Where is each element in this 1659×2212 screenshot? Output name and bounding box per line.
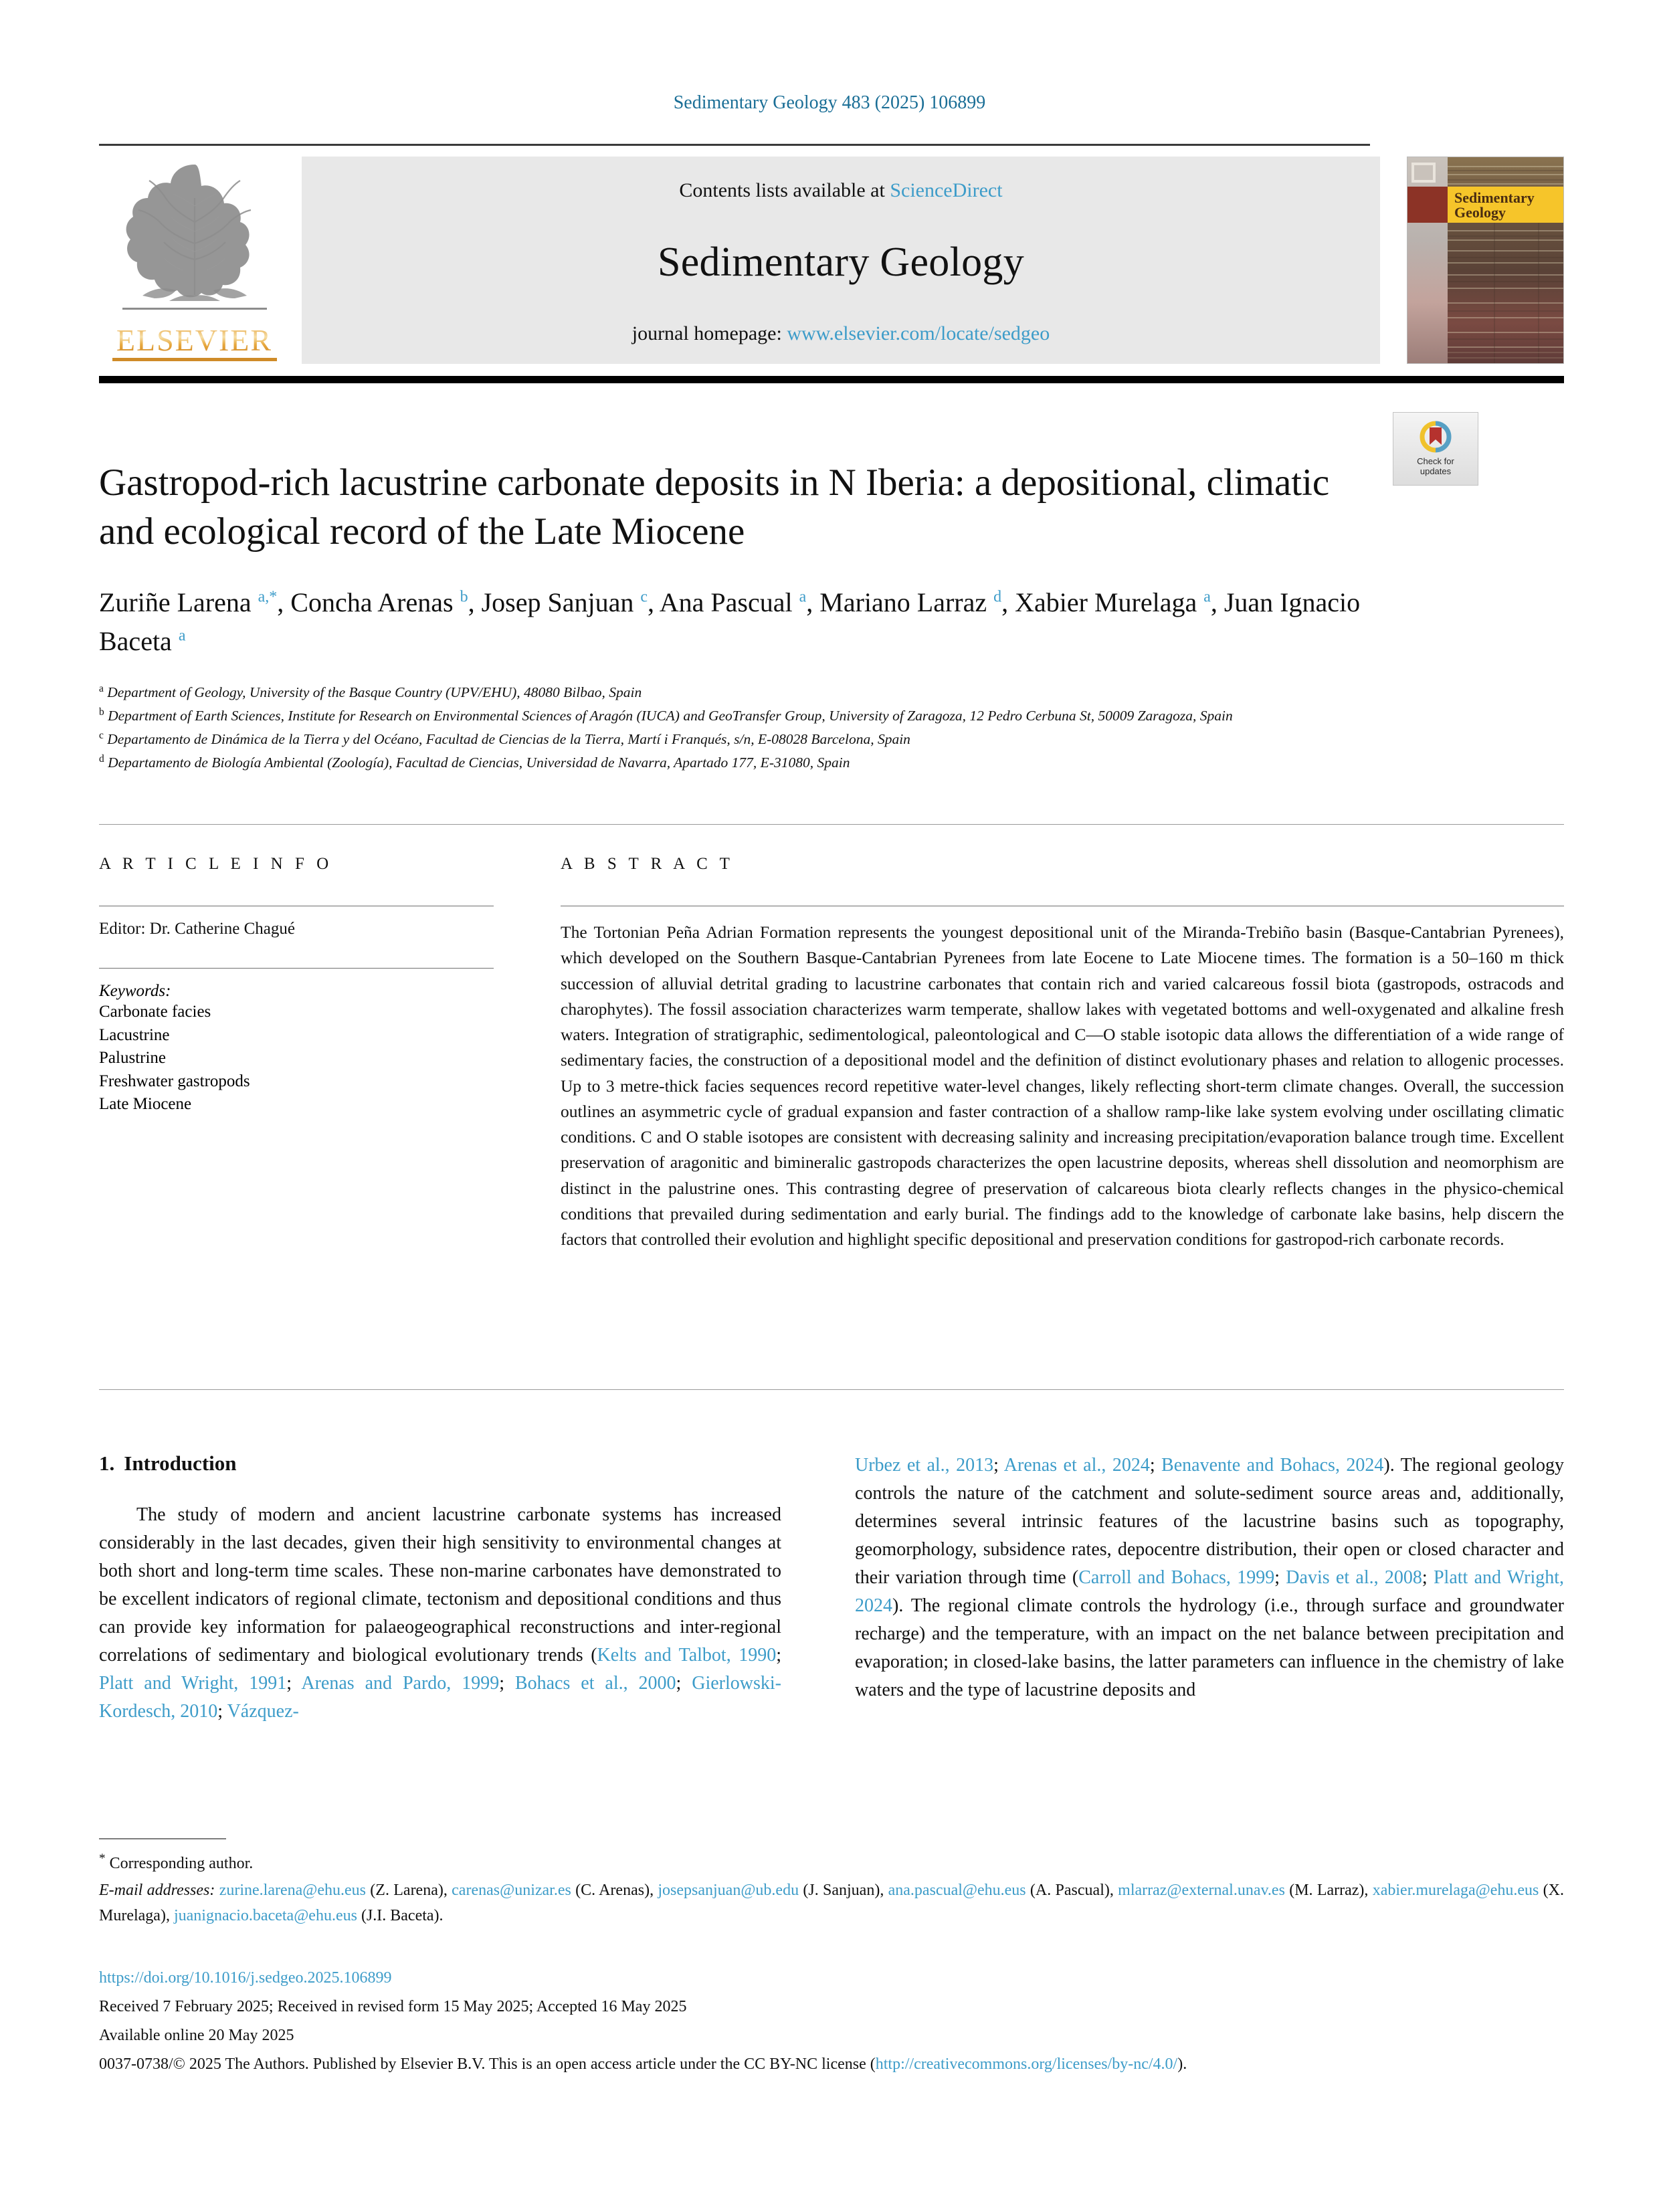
elsevier-tree-icon xyxy=(102,158,286,324)
journal-homepage-link[interactable]: www.elsevier.com/locate/sedgeo xyxy=(787,322,1050,344)
keyword-item: Palustrine xyxy=(99,1049,166,1067)
elsevier-wordmark: ELSEVIER xyxy=(116,323,273,358)
received-dates: Received 7 February 2025; Received in revised form 15 May 2025; Accepted 16 May 2025 xyxy=(99,1997,687,2015)
keyword-item: Late Miocene xyxy=(99,1095,192,1113)
email-addresses-block xyxy=(99,1878,1564,1928)
affiliation-a xyxy=(99,681,1490,704)
affiliation-marker-d: d xyxy=(99,753,104,765)
affiliation-c xyxy=(99,728,1490,751)
abstract-text: The Tortonian Peña Adrian Formation represents the youngest depositional unit of the Miranda-Trebiño basin (Basque-Cantabrian Pyrenees), which developed on the Southern Basque-Cantabrian Pyrenees from late Eocene to Late Miocene times. The formation is a 50–160 m thick succession of alluvial detrital grading to lacustrine carbonates that contain rich and varied calcareous fossil biota (gastropods, ostracods and charophytes). The fossil association characterizes warm temperate, shallow lakes with vegetated bottoms and well-oxygenated and alkaline fresh waters. Integration of stratigraphic, sedimentological, paleontological and C—O stable isotopic data allows the differentiation of a wide range of sedimentary facies, the construction of a depositional model and the definition of distinct evolutionary phases and relation to allogenic processes. Up to 3 metre-thick facies sequences record repetitive water-level changes, likely reflecting short-term climate changes. Overall, the succession outlines an asymmetric cycle of gradual expansion and faster contraction of a shallow ramp-like lake system evolving under oscillating climatic conditions. C and O stable isotopes are consistent with decreasing salinity and increasing precipitation/evaporation balance trough time. Excellent preservation of aragonitic and bimineralic gastropods characterizes the open lacustrine deposits, whereas shell dissolution and neomorphism are distinct in the palustrine ones. This contrasting degree of preservation of calcareous biota clearly reflects changes in the physico-chemical conditions that prevailed during sedimentation and early burial. The findings add to the knowledge of carbonate lake basins, help discern the factors that controlled their evolution and highlight specific depositional and preservation conditions for gastropod-rich carbonate records. xyxy=(561,922,1564,1249)
section-title: Introduction xyxy=(124,1451,237,1475)
available-online-date: Available online 20 May 2025 xyxy=(99,2026,294,2044)
affiliation-text-d: Departamento de Biología Ambiental (Zoología), Facultad de Ciencias, Universidad de Navarra, Apartado 177, E-31080, Spain xyxy=(108,755,850,771)
crossmark-line1: Check for xyxy=(1417,456,1454,467)
intro-paragraph-left: The study of modern and ancient lacustrine carbonate systems has increased considerably in the last decades, given their high sensitivity to environmental changes at both short and long-term time scales. These non-marine carbonates have demonstrated to be excellent indicators of regional climate, tectonism and depositional conditions and thus can provide key information for palaeogeographical reconstructions and inter-regional correlations of sedimentary and biological evolutionary trends (Kelts and Talbot, 1990; Platt and Wright, 1991; Arenas and Pardo, 1999; Bohacs et al., 2000; Gierlowski-Kordesch, 2010; Vázquez- xyxy=(99,1504,782,1722)
journal-cover-artwork xyxy=(1407,157,1564,364)
section-heading-introduction xyxy=(99,1451,781,1476)
journal-title: Sedimentary Geology xyxy=(657,239,1025,285)
crossmark-icon xyxy=(1416,421,1455,456)
crossmark-label xyxy=(1417,457,1454,476)
contents-lists-line xyxy=(679,179,1002,202)
keyword-item: Carbonate facies xyxy=(99,1003,211,1021)
sciencedirect-link[interactable]: ScienceDirect xyxy=(890,179,1003,201)
asterisk-marker: * xyxy=(99,1851,106,1866)
cover-title-line1: Sedimentary xyxy=(1454,189,1535,206)
keywords-label: Keywords: xyxy=(99,982,171,1000)
footnote-block xyxy=(99,1838,1564,1928)
article-info-panel xyxy=(99,855,494,1116)
masthead-top-rule xyxy=(99,144,1370,146)
intro-paragraph-right: Urbez et al., 2013; Arenas et al., 2024; Benavente and Bohacs, 2024). The regional geology controls the nature of the catchment and solute-sediment source areas and, additionally, determines several intrinsic features of the lacustrine basins such as topography, geomorphology, subsidence rates, depocentre distribution, their open or closed character and their variation through time (Carroll and Bohacs, 1999; Davis et al., 2008; Platt and Wright, 2024). The regional climate controls the hydrology (i.e., through surface and groundwater recharge) and the temperature, with an impact on the net balance between precipitation and evaporation; in closed-lake basins, the latter parameters can influence in the chemistry of lake waters and the type of lacustrine deposits and xyxy=(855,1455,1565,1700)
editor-line: Editor: Dr. Catherine Chagué xyxy=(99,920,295,938)
running-head: Sedimentary Geology 483 (2025) 106899 xyxy=(673,92,986,113)
affiliation-marker-c: c xyxy=(99,730,104,742)
affiliation-d xyxy=(99,751,1490,775)
masthead-bottom-rule xyxy=(99,376,1564,383)
affiliation-b xyxy=(99,704,1490,728)
info-section-top-rule xyxy=(99,824,1564,825)
copyright-license: 0037-0738/© 2025 The Authors. Published by Elsevier B.V. This is an open access article under the CC BY-NC license (http://creativecommons.org/licenses/by-nc/4.0/). xyxy=(99,2055,1187,2073)
journal-homepage-prefix: journal homepage: xyxy=(631,322,787,344)
section-number: 1. xyxy=(99,1451,115,1475)
body-column-left xyxy=(99,1451,781,1726)
body-column-right xyxy=(855,1451,1564,1704)
legal-block xyxy=(99,1965,1564,2080)
crossmark-badge[interactable] xyxy=(1393,412,1478,486)
keyword-item: Freshwater gastropods xyxy=(99,1072,250,1090)
affiliation-list xyxy=(99,681,1490,775)
corresponding-author-text: Corresponding author. xyxy=(109,1855,254,1872)
affiliation-text-a: Department of Geology, University of the Basque Country (UPV/EHU), 48080 Bilbao, Spain xyxy=(107,684,642,701)
article-info-rule-2 xyxy=(99,968,494,969)
affiliation-text-c: Departamento de Dinámica de la Tierra y del Océano, Facultad de Ciencias de la Tierra, Martí i Franqués, s/n, E-08028 Barcelona, Spain xyxy=(107,731,910,748)
contents-lists-prefix: Contents lists available at xyxy=(679,179,890,201)
abstract-bottom-rule xyxy=(99,1389,1564,1390)
journal-homepage-line xyxy=(632,322,1050,345)
masthead-center-panel xyxy=(302,157,1380,364)
keyword-item: Lacustrine xyxy=(99,1025,170,1044)
cover-title-line2: Geology xyxy=(1454,204,1506,221)
elsevier-wordmark-underline xyxy=(112,358,277,361)
author-list: Zuriñe Larena $^{a,*}$, Concha Arenas $^b$, Josep Sanjuan $^c$, Ana Pascual $^a$, Mariano Larraz $^d$, Xabier Murelaga $^a$, Juan Ignacio Baceta $^a$ xyxy=(99,587,1361,656)
abstract-heading: A B S T R A C T xyxy=(561,855,734,873)
affiliation-text-b: Department of Earth Sciences, Institute for Research on Environmental Sciences of Aragón (IUCA) and GeoTransfer Group, University of Zaragoza, 12 Pedro Cerbuna St, 50009 Zaragoza, Spain xyxy=(108,708,1233,724)
crossmark-line2: updates xyxy=(1420,466,1452,476)
email-label: E-mail addresses: xyxy=(99,1882,215,1900)
article-info-heading: A R T I C L E I N F O xyxy=(99,855,333,873)
email-addresses-list[interactable]: zurine.larena@ehu.eus (Z. Larena), carenas@unizar.es (C. Arenas), josepsanjuan@ub.edu (J. Sanjuan), ana.pascual@ehu.eus (A. Pascual), mlarraz@external.unav.es (M. Larraz), xabier.murelaga@ehu.eus (X. Murelaga), juanignacio.baceta@ehu.eus (J.I. Baceta). xyxy=(99,1882,1565,1924)
elsevier-logo xyxy=(99,157,290,364)
journal-masthead xyxy=(99,144,1564,383)
affiliation-marker-a: a xyxy=(99,683,104,694)
footnote-rule xyxy=(99,1838,226,1839)
affiliation-marker-b: b xyxy=(99,706,104,718)
abstract-panel xyxy=(561,855,1564,1252)
page-title: Gastropod-rich lacustrine carbonate deposits in N Iberia: a depositional, climatic and ecological record of the Late Miocene xyxy=(99,462,1330,552)
doi-link[interactable]: https://doi.org/10.1016/j.sedgeo.2025.106899 xyxy=(99,1969,392,1987)
journal-cover-thumbnail[interactable] xyxy=(1407,157,1564,364)
corresponding-author-note xyxy=(99,1849,1564,1876)
